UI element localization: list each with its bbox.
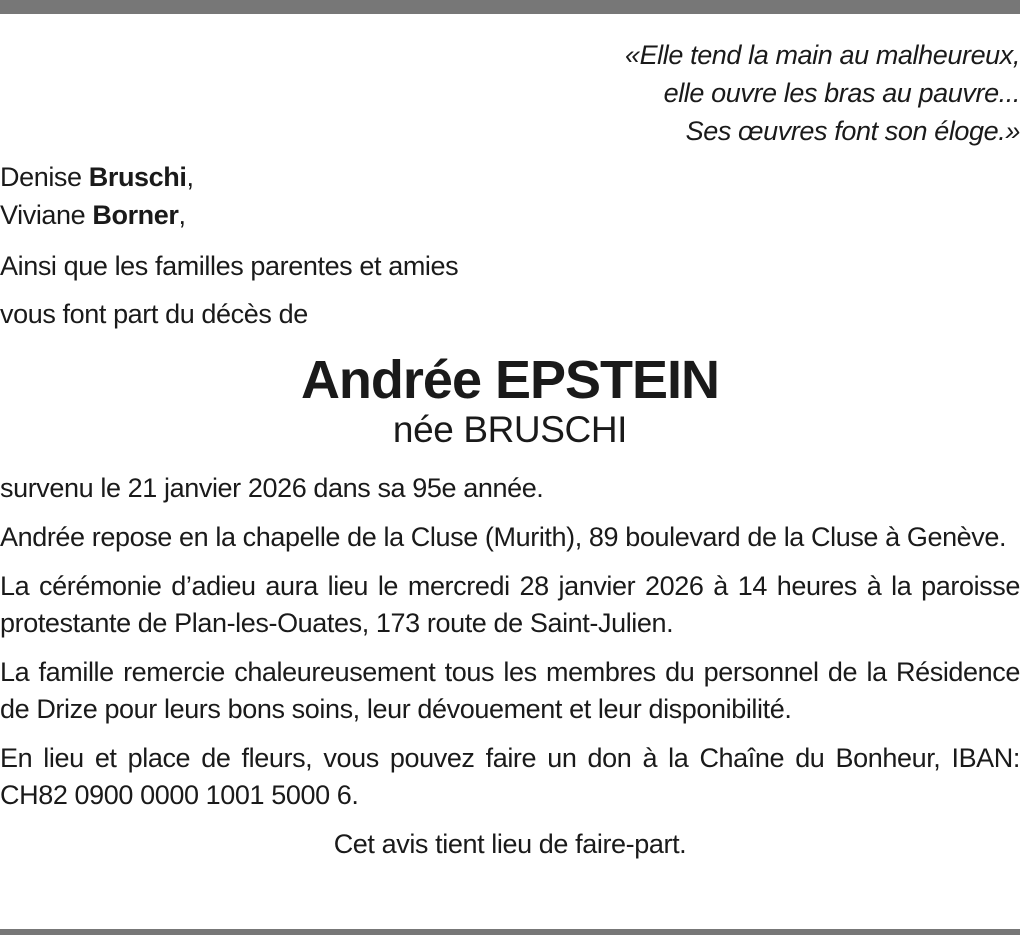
sender-name: Denise Bruschi, [0,162,194,192]
top-border-rule [0,0,1020,14]
intro-line: Ainsi que les familles parentes et amies [0,251,459,281]
quote-line: «Elle tend la main au malheureux, [624,40,1020,70]
thanks-paragraph: La famille remercie chaleureusement tous les membres du personnel de la Résidence de Drize pour leurs bons soins, leur dévouement et leur disponibilité. [0,657,1020,724]
closing-note: Cet avis tient lieu de faire-part. [333,829,687,859]
deceased-name: Andrée EPSTEIN [300,350,720,410]
sender-surname: Bruschi [88,162,187,192]
death-notice [0,14,1020,863]
bottom-border-rule [0,929,1020,935]
sender-name: Viviane Borner, [0,200,186,230]
resting-place: Andrée repose en la chapelle de la Cluse (Murith), 89 boulevard de la Cluse à Genève. [0,522,1007,552]
ceremony-details: La cérémonie d’adieu aura lieu le mercredi 28 janvier 2026 à 14 heures à la paroisse protestante de Plan-les-Ouates, 173 route de Saint-Julien. [0,571,1020,638]
quote-line: elle ouvre les bras au pauvre... [663,78,1020,108]
announcement-intro [0,242,1020,338]
maiden-name: née BRUSCHI [392,409,628,450]
intro-line: vous font part du décès de [0,299,308,329]
date-of-death: survenu le 21 janvier 2026 dans sa 95e année. [0,473,544,503]
quote-line: Ses œuvres font son éloge.» [685,116,1020,146]
senders-list [0,158,1020,234]
donation-info: En lieu et place de fleurs, vous pouvez faire un don à la Chaîne du Bonheur, IBAN: CH82 0900 0000 1001 5000 6. [0,743,1020,810]
notice-body [0,470,1020,814]
sender-surname: Borner [92,200,179,230]
epigraph-quote [0,36,1020,150]
